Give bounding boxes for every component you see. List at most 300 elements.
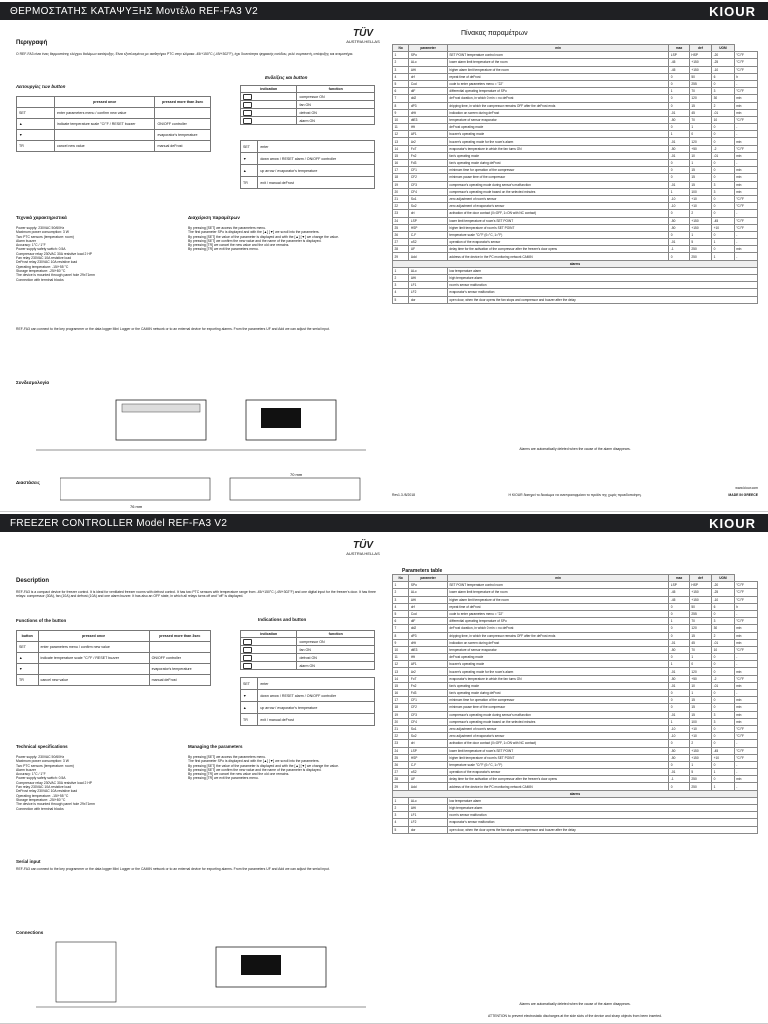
param-cell: So2 [409, 203, 448, 210]
param-cell: 0 [669, 80, 690, 87]
param-cell: min [734, 625, 757, 632]
param-cell: Add [409, 783, 448, 790]
param-cell: -45 [669, 59, 690, 66]
table-row [393, 160, 758, 167]
param-cell: 30 [712, 95, 735, 102]
param-cell: AHi [409, 66, 448, 73]
table-row [393, 124, 758, 131]
param-cell: +150 [689, 66, 711, 73]
table-row [393, 747, 758, 754]
param-cell: °C/°F [734, 618, 757, 625]
param-description: differential operating temperature of SPo [447, 88, 668, 95]
param-cell: 10 [712, 116, 735, 123]
param-cell: dtE3 [409, 646, 448, 653]
param-description: repeat time of deFrost [447, 73, 668, 80]
attention-note: ATTENTION to prevent electrostatic discharges at the side slots of the device and sharp objects from been inserted. [488, 1014, 662, 1018]
alarm-cell: ALo [409, 267, 448, 274]
param-cell: 6 [712, 73, 735, 80]
param-cell: LSP [669, 52, 690, 59]
manage-steps: By pressing [SET] we access the parameters menu. The first parameter SPo is displayed and with the [▲] [▼] we scroll into the parameters. By pressing [SET] the value of the parameter is displayed and with the [▲] [▼] we change the value. By pressing [SET] we confirm the new value and the name of the parameter is displayed. By pressing [TR] we cancel the new value and the old one remains. By pressing [TR] we exit the parameters menu. [188, 755, 339, 781]
indications-heading: Indications and button [258, 617, 307, 622]
param-cell: min [734, 711, 757, 718]
alarm-row [393, 282, 758, 289]
param-description: minimum pause time of the compressor [447, 704, 668, 711]
table-row [393, 181, 758, 188]
alarm-row [393, 267, 758, 274]
params-header-cell: UOM [712, 575, 735, 582]
param-cell: 25 [393, 754, 409, 761]
param-cell: -01 [669, 138, 690, 145]
param-cell: 30 [712, 625, 735, 632]
tech-heading: Τεχνικά χαρακτηριστικά [16, 215, 67, 220]
param-cell: 0 [712, 80, 735, 87]
table-row [393, 88, 758, 95]
param-description: compressor's operating mode based on the selected minutes [447, 188, 668, 195]
description-heading: Description [16, 578, 50, 584]
param-cell: 50 [689, 73, 711, 80]
param-cell: 22 [393, 733, 409, 740]
param-cell: -50 [669, 675, 690, 682]
param-cell: 0 [669, 95, 690, 102]
table-row [393, 95, 758, 102]
param-cell: 2 [712, 632, 735, 639]
param-cell: 18 [393, 704, 409, 711]
param-cell: LSP [409, 747, 448, 754]
param-cell: 0 [669, 253, 690, 260]
table-row [393, 116, 758, 123]
param-cell: °C/°F [734, 747, 757, 754]
param-cell: 28 [393, 246, 409, 253]
param-cell: HSP [409, 754, 448, 761]
params-header-cell: No [393, 45, 409, 52]
param-description: buzzer's operating mode for the room's alarm [447, 668, 668, 675]
param-cell: +150 [689, 596, 711, 603]
page-english [0, 512, 768, 1024]
param-cell: °C/°F [734, 52, 757, 59]
param-cell: 3 [393, 596, 409, 603]
param-cell: 3 [712, 618, 735, 625]
param-cell: 13 [393, 668, 409, 675]
param-cell: -01 [669, 181, 690, 188]
alarm-cell: 2 [393, 275, 409, 282]
table-row [393, 639, 758, 646]
param-cell: 0 [669, 160, 690, 167]
table-row [393, 253, 758, 260]
param-cell: SPo [409, 52, 448, 59]
alarm-cell: room's sensor malfunction [447, 282, 757, 289]
param-cell: Add [409, 253, 448, 260]
param-cell: min [734, 102, 757, 109]
param-description: zero adjustment of room's sensor [447, 725, 668, 732]
param-cell: -20 [712, 52, 735, 59]
param-cell: -01 [669, 152, 690, 159]
param-cell: 15 [689, 697, 711, 704]
param-cell: °C/°F [734, 224, 757, 231]
table-row [393, 246, 758, 253]
param-cell: 26 [393, 761, 409, 768]
param-cell: 0 [669, 174, 690, 181]
param-cell: min [734, 682, 757, 689]
param-cell: dd2 [409, 95, 448, 102]
param-description: activation of the door contact (0=OFF, 1=ON with NC contact) [447, 210, 668, 217]
param-cell: 27 [393, 239, 409, 246]
param-cell: 0 [669, 167, 690, 174]
param-cell: -45 [669, 589, 690, 596]
param-cell: - [734, 210, 757, 217]
param-description: fan's operating mode during deFrost [447, 690, 668, 697]
fan-icon [243, 647, 252, 653]
param-cell: Cod [409, 610, 448, 617]
param-cell: min [734, 167, 757, 174]
param-cell: 6 [393, 88, 409, 95]
param-cell: °C/°F [734, 589, 757, 596]
params-header-cell: No [393, 575, 409, 582]
param-cell: 0 [712, 761, 735, 768]
page-title: ΘΕΡΜΟΣΤΑΤΗΣ ΚΑΤΑΨΥΞΗΣ Μοντέλο REF-FA3 V2 [10, 6, 258, 17]
table-row [393, 761, 758, 768]
alarm-cell: open door, when the door opens the fan stops and compressor and buzzer after the delay [447, 826, 757, 833]
param-description: SET POINT temperature control room [447, 52, 668, 59]
param-cell: 0 [712, 704, 735, 711]
table-row [393, 109, 758, 116]
param-cell: oS2 [409, 769, 448, 776]
table-row [393, 210, 758, 217]
table-row [393, 217, 758, 224]
param-cell: Cod [409, 80, 448, 87]
param-cell: 0 [669, 610, 690, 617]
param-cell: dHt [409, 109, 448, 116]
param-cell: 0 [712, 210, 735, 217]
alarm-cell: AHi [409, 805, 448, 812]
param-cell: 21 [393, 195, 409, 202]
table-row [393, 690, 758, 697]
param-cell: 250 [689, 253, 711, 260]
param-cell: 9 [393, 109, 409, 116]
param-cell: Fd3 [409, 160, 448, 167]
param-cell: - [734, 661, 757, 668]
param-cell: dP3 [409, 102, 448, 109]
param-cell: -45 [669, 596, 690, 603]
param-cell: HSP [409, 224, 448, 231]
param-description: minimum time for operation of the compressor [447, 697, 668, 704]
description-text: Ο REF-FA3 είναι ένας θερμοστάτης ελέγχου θαλάμων κατάψυξης. Είναι εξοπλισμένος με αισθητήριο PTC στην κλίμακα -45/+150°C (-49/+302°F), έχει δυνατότητα ψηφιακής εισόδου, ρελέ συμπιεστή, απόψυξης και ανεμιστήρα. [16, 52, 354, 56]
param-cell: ALo [409, 59, 448, 66]
param-cell: 0 [712, 246, 735, 253]
param-cell: -25 [712, 59, 735, 66]
param-cell: 0 [712, 654, 735, 661]
param-cell: CF4 [409, 718, 448, 725]
manage-heading: Διαχείριση παραμέτρων [188, 215, 240, 220]
param-cell: - [734, 131, 757, 138]
param-cell: -01 [712, 682, 735, 689]
param-cell: 22 [393, 203, 409, 210]
param-cell: 4 [393, 73, 409, 80]
param-cell: 19 [393, 181, 409, 188]
table-row [393, 231, 758, 238]
param-cell: -01 [669, 711, 690, 718]
param-cell: 9 [393, 639, 409, 646]
param-cell: 0 [669, 761, 690, 768]
param-cell: 1 [689, 124, 711, 131]
param-cell: - [734, 740, 757, 747]
param-description: lower alarm limit temperature of the room [447, 589, 668, 596]
param-description: delay time for the activation of the compressor after the freezer's door opens [447, 776, 668, 783]
param-cell: -10 [669, 203, 690, 210]
table-row [393, 632, 758, 639]
param-description: higher alarm limit temperature of the room [447, 596, 668, 603]
param-description: lower limit temperature of room's SET POINT [447, 217, 668, 224]
serial-text: REF-FA3 can connect to the key programmer or the data logger Mini Logger or the CAMIN network or to an external device for exporting alarms. From the parameters UF and Add we can adjust the serial input. [16, 327, 330, 331]
param-description: buzzer's operating mode for the room's alarm [447, 138, 668, 145]
table-row [393, 131, 758, 138]
param-cell: +150 [689, 747, 711, 754]
param-cell: 255 [689, 610, 711, 617]
param-cell: -45 [712, 217, 735, 224]
param-cell: +150 [689, 59, 711, 66]
param-cell: 3 [712, 718, 735, 725]
param-cell: 0 [689, 131, 711, 138]
param-cell: min [734, 174, 757, 181]
param-cell: tHt [409, 654, 448, 661]
param-cell: - [734, 80, 757, 87]
param-description: repeat time of deFrost [447, 603, 668, 610]
param-cell: 70 [689, 646, 711, 653]
alarm-cell: low temperature alarm [447, 267, 757, 274]
indications-heading: Ενδείξεις και button [265, 75, 308, 80]
param-cell: -01 [669, 682, 690, 689]
param-cell: -50 [669, 224, 690, 231]
param-cell: -45 [669, 66, 690, 73]
alarm-cell: high temperature alarm [447, 805, 757, 812]
param-cell: CF4 [409, 188, 448, 195]
param-cell: dri [409, 210, 448, 217]
alarm-cell: 4 [393, 289, 409, 296]
param-cell: 15 [689, 181, 711, 188]
param-cell: 16 [393, 160, 409, 167]
param-cell: min [734, 697, 757, 704]
param-cell: °C/°F [734, 59, 757, 66]
param-description: minimum time for operation of the compressor [447, 167, 668, 174]
param-cell: °C/°F [734, 582, 757, 589]
revision: Rev1.3 /8/2018 [392, 493, 415, 497]
param-cell: 21 [393, 725, 409, 732]
param-cell: AF1 [409, 661, 448, 668]
table-row [393, 152, 758, 159]
param-cell: 29 [393, 783, 409, 790]
param-description: indication on screen during deFrost [447, 639, 668, 646]
param-description: temperature scale °C/°F (0=°C, 1=°F) [447, 231, 668, 238]
param-cell: So1 [409, 725, 448, 732]
param-cell: HSP [689, 582, 711, 589]
param-description: fan's operating mode [447, 682, 668, 689]
table-row [393, 80, 758, 87]
param-description: address of the device in the PC monitoring network CAMIN [447, 783, 668, 790]
param-cell: - [734, 769, 757, 776]
param-cell: CF3 [409, 181, 448, 188]
param-cell: ALo [409, 589, 448, 596]
param-cell: min [734, 109, 757, 116]
param-cell: °C/°F [734, 725, 757, 732]
param-cell: 1 [712, 239, 735, 246]
param-cell: 24 [393, 747, 409, 754]
indications-table: indication function compressor ON fan ON defrost ON alarm ON [240, 630, 375, 670]
param-cell: -1 [669, 246, 690, 253]
param-cell: 20 [393, 718, 409, 725]
param-cell: 15 [689, 174, 711, 181]
param-cell: 0 [712, 174, 735, 181]
alarm-cell: LF2 [409, 819, 448, 826]
dimensions-heading: Διαστάσεις [16, 480, 40, 485]
param-description: operation of the evaporator's sensor [447, 769, 668, 776]
param-cell: 1 [712, 253, 735, 260]
param-cell: 0 [669, 783, 690, 790]
param-cell: 0 [669, 73, 690, 80]
param-cell: -25 [712, 589, 735, 596]
param-cell: FoT [409, 145, 448, 152]
param-cell: °C/°F [734, 66, 757, 73]
manage-heading: Managing the parameters [188, 744, 243, 749]
param-description: address of the device in the PC monitoring network CAMIN [447, 253, 668, 260]
param-cell: 45 [689, 109, 711, 116]
param-description: temperature scale °C/°F (0=°C, 1=°F) [447, 761, 668, 768]
params-header-cell: min [447, 575, 668, 582]
param-cell: C-F [409, 231, 448, 238]
param-description: buzzer's operating mode [447, 131, 668, 138]
table-row [393, 646, 758, 653]
param-cell: 250 [689, 783, 711, 790]
table-row [393, 167, 758, 174]
param-cell: 70 [689, 618, 711, 625]
param-cell: -50 [669, 116, 690, 123]
param-cell: SPo [409, 582, 448, 589]
param-cell: h [734, 603, 757, 610]
param-cell: 4 [393, 603, 409, 610]
header-bar [0, 2, 768, 20]
param-cell: 0 [669, 231, 690, 238]
connections-heading: Connections [16, 930, 44, 935]
serial-text: REF-FA3 can connect to the key programmer or the data logger Mini Logger or the CAMIN network or to an external device for exporting alarms. From the parameters UF and Add we can adjust the serial input. [16, 867, 330, 871]
tech-specs: Power supply: 230VAC 50/60Hz Maximum power consumption: 3 W Two PTC sensors (temperature: room) Alarm buzzer Accuracy: 1°C / 1°F Power supply safety switch: 0.5A Compressor relay 230VAC 30A resistive load 2 HP Fan relay 230VAC 10A resistive load DeFrost relay 230VAC 10A resistive load Operating temperature: -15/+55 °C Storage temperature: -25/+80 °C The device is mounted through panel hole 29x71mm Connection with terminal blocks [16, 755, 95, 811]
table-row [393, 145, 758, 152]
indications-table-gr: indication function compressor ON fan ON defrost ON alarm ON [240, 85, 375, 125]
param-cell: dP3 [409, 632, 448, 639]
param-cell: min [734, 246, 757, 253]
param-cell: - [734, 239, 757, 246]
params-header-cell: max [669, 575, 690, 582]
param-cell: UF [409, 246, 448, 253]
param-cell: 10 [689, 682, 711, 689]
alarm-cell: evaporator's sensor malfunction [447, 819, 757, 826]
param-cell: 0 [669, 603, 690, 610]
param-cell: -01 [669, 109, 690, 116]
param-cell: CF1 [409, 697, 448, 704]
param-cell: °C/°F [734, 145, 757, 152]
param-cell: 5 [689, 769, 711, 776]
param-cell: dtE3 [409, 116, 448, 123]
alarm-cell: ALo [409, 797, 448, 804]
manage-steps: By pressing [SET] we access the parameters menu. The first parameter SPo is displayed and with the [▲] [▼] we scroll into the parameters. By pressing [SET] the value of the parameter is displayed and with the [▲] [▼] we change the value. By pressing [SET] we confirm the new value and the name of the parameter is displayed. By pressing [TR] we cancel the new value and the old one remains. By pressing [TR] we exit the parameters menu. [188, 226, 339, 252]
param-cell: °C/°F [734, 754, 757, 761]
params-title: Πίνακας παραμέτρων [461, 30, 528, 37]
param-description: code to enter parameters menu = "22" [447, 610, 668, 617]
params-header-cell: parameter [409, 45, 448, 52]
params-header-cell: def [689, 45, 711, 52]
param-cell: Fd3 [409, 690, 448, 697]
param-cell: 0 [669, 740, 690, 747]
param-description: deFrost duration, in which 0 min = no deFrost [447, 625, 668, 632]
param-cell: -01 [712, 639, 735, 646]
alarm-cell: 4 [393, 819, 409, 826]
alarm-row [393, 797, 758, 804]
param-cell: - [734, 253, 757, 260]
param-cell: 1 [393, 52, 409, 59]
param-description: temperature of sensor evaporator [447, 646, 668, 653]
param-cell: So2 [409, 733, 448, 740]
param-cell: -50 [669, 754, 690, 761]
description-heading: Περιγραφή [16, 40, 48, 46]
table-row [393, 73, 758, 80]
param-cell: 8 [393, 102, 409, 109]
param-cell: °C/°F [734, 596, 757, 603]
made-in: MADE IN GREECE [728, 493, 758, 497]
param-cell: 3 [712, 711, 735, 718]
param-cell: 0 [712, 160, 735, 167]
param-cell: 70 [689, 116, 711, 123]
page-title: FREEZER CONTROLLER Model REF-FA3 V2 [10, 518, 228, 529]
param-cell: 120 [689, 625, 711, 632]
param-cell: 1 [669, 718, 690, 725]
param-cell: dri [409, 740, 448, 747]
param-cell: 0 [689, 661, 711, 668]
param-cell: dHt [409, 639, 448, 646]
param-description: lower limit temperature of room's SET POINT [447, 747, 668, 754]
alarm-cell: 2 [393, 805, 409, 812]
param-description: higher limit temperature of room's SET POINT [447, 754, 668, 761]
param-cell: 7 [393, 95, 409, 102]
table-row [393, 776, 758, 783]
param-cell: 16 [393, 690, 409, 697]
functions-table: button pressed once pressed more than 3sec SET enter parameters menu / confirm new value ▲ indicate temperature scale °C/°F / RESET buzzer ON/OFF controller ▼ evaporator's temperature TR cancel new value manual deFrost [16, 630, 211, 686]
param-cell: - [734, 610, 757, 617]
param-cell: -10 [669, 195, 690, 202]
functions-heading: Λειτουργίες των button [16, 84, 66, 89]
param-cell: 0 [669, 102, 690, 109]
table-row [393, 603, 758, 610]
table-row [393, 174, 758, 181]
param-cell: 0 [712, 697, 735, 704]
defrost-icon [243, 110, 252, 116]
alarm-row [393, 819, 758, 826]
param-cell: oS2 [409, 239, 448, 246]
table-row [393, 224, 758, 231]
param-cell: 19 [393, 711, 409, 718]
param-cell: 14 [393, 145, 409, 152]
param-cell: 0 [712, 231, 735, 238]
param-cell: LSP [409, 217, 448, 224]
param-cell: Fn2 [409, 682, 448, 689]
param-cell: C-F [409, 761, 448, 768]
param-cell: 3 [393, 66, 409, 73]
param-cell: 10 [689, 152, 711, 159]
param-cell: 1 [712, 783, 735, 790]
param-cell: 0 [712, 195, 735, 202]
param-cell: Ar2 [409, 668, 448, 675]
param-cell: 2 [689, 740, 711, 747]
param-cell: 100 [689, 188, 711, 195]
table-row [393, 52, 758, 59]
param-cell: +150 [689, 224, 711, 231]
table-row [393, 589, 758, 596]
